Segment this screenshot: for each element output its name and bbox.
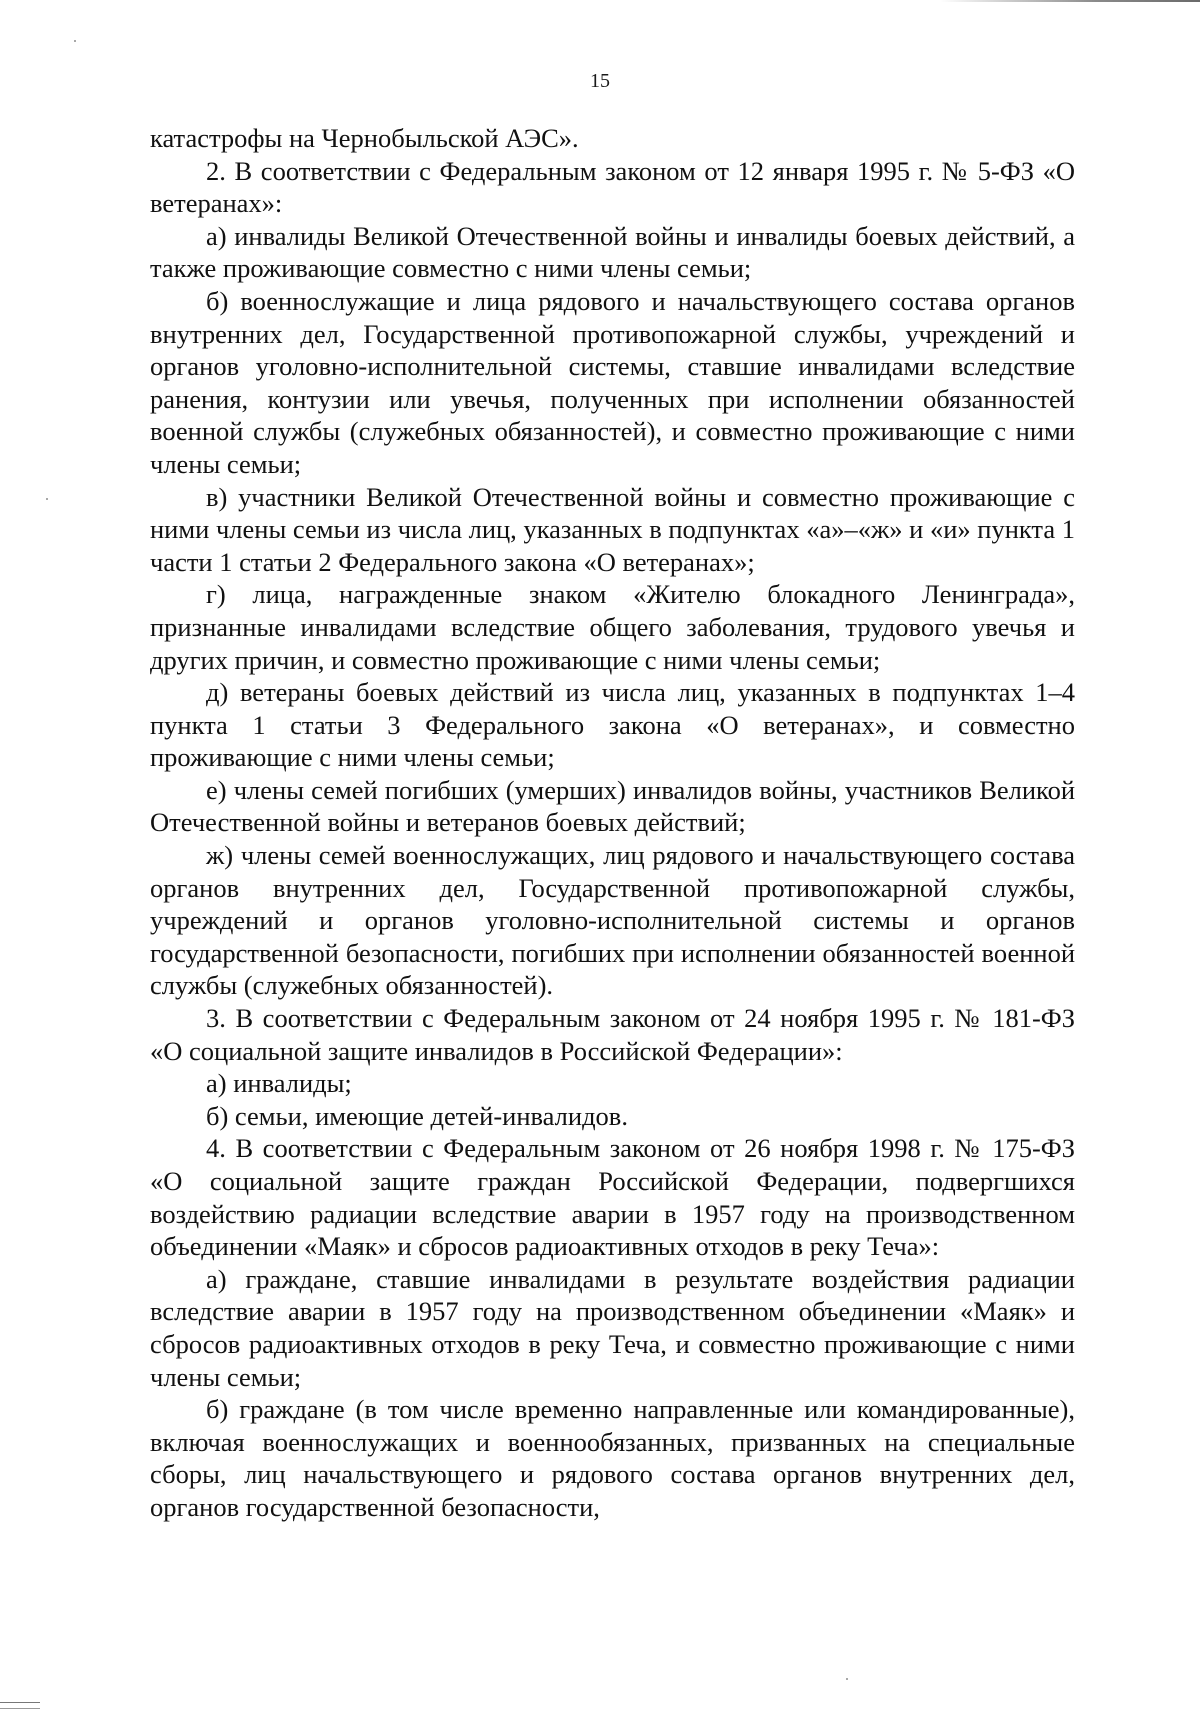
paragraph: катастрофы на Чернобыльской АЭС».: [150, 123, 579, 153]
paragraph: е) члены семей погибших (умерших) инвалидов войны, участников Великой Отечественной войны и ветеранов боевых действий;: [150, 774, 1075, 838]
scan-edge-mark: [0, 1702, 40, 1703]
scan-edge-mark: [0, 1708, 40, 1709]
paragraph: 2. В соответствии с Федеральным законом от 12 января 1995 г. № 5-ФЗ «О ветеранах»:: [150, 155, 1075, 219]
scan-edge-mark: [940, 0, 1200, 2]
paragraph: 3. В соответствии с Федеральным законом от 24 ноября 1995 г. № 181-ФЗ «О социальной защите инвалидов в Российской Федерации»:: [150, 1003, 1075, 1066]
paragraph: в) участники Великой Отечественной войны и совместно проживающие с ними члены семьи из числа лиц, указанных в подпунктах «а»–«ж» и «и» пункта 1 части 1 статьи 2 Федерального закона «О ветеранах»;: [150, 481, 1075, 577]
paragraph: б) военнослужащие и лица рядового и начальствующего состава органов внутренних дел, Государственной противопожарной службы, учреждений и органов уголовно-исполнительной системы, ставшие инвалидами вследствие ранения, контузии или увечья, полученных при исполнении обязанностей военной службы (служебных обязанностей), и совместно проживающие с ними члены семьи;: [150, 285, 1075, 479]
paragraph: а) инвалиды Великой Отечественной войны и инвалиды боевых действий, а также проживающие совместно с ними члены семьи;: [150, 220, 1075, 284]
scan-speck: [846, 1678, 848, 1680]
document-body: [150, 122, 1075, 1524]
scan-speck: [46, 498, 48, 500]
paragraph: 4. В соответствии с Федеральным законом от 26 ноября 1998 г. № 175-ФЗ «О социальной защите граждан Российской Федерации, подвергшихся воздействию радиации вследствие аварии в 1957 году на производственном объединении «Маяк» и сбросов радиоактивных отходов в реку Теча»:: [150, 1133, 1075, 1262]
paragraph: г) лица, награжденные знаком «Жителю блокадного Ленинграда», признанные инвалидами вследствие общего заболевания, трудового увечья и других причин, и совместно проживающие с ними члены семьи;: [150, 579, 1075, 675]
paragraph: д) ветераны боевых действий из числа лиц, указанных в подпунктах 1–4 пункта 1 статьи 3 Федерального закона «О ветеранах», и совместно проживающие с ними члены семьи;: [150, 677, 1075, 773]
paragraph: б) семьи, имеющие детей-инвалидов.: [206, 1100, 628, 1131]
paragraph: б) граждане (в том числе временно направленные или командированные), включая военнослужащих и военнообязанных, призванных на специальные сборы, лиц начальствующего и рядового состава органов внутренних дел, органов государственной безопасности,: [150, 1394, 1075, 1522]
paragraph: а) инвалиды;: [206, 1068, 352, 1099]
paragraph: а) граждане, ставшие инвалидами в результате воздействия радиации вследствие аварии в 1957 году на производственном объединении «Маяк» и сбросов радиоактивных отходов в реку Теча, и совместно проживающие с ними члены семьи;: [150, 1263, 1075, 1392]
page-number: 15: [590, 70, 610, 92]
scan-speck: [74, 40, 76, 42]
paragraph: ж) члены семей военнослужащих, лиц рядового и начальствующего состава органов внутренних дел, Государственной противопожарной службы, учреждений и органов уголовно-исполнительной системы и органов государственной безопасности, погибших при исполнении обязанностей военной службы (служебных обязанностей).: [150, 840, 1075, 1001]
